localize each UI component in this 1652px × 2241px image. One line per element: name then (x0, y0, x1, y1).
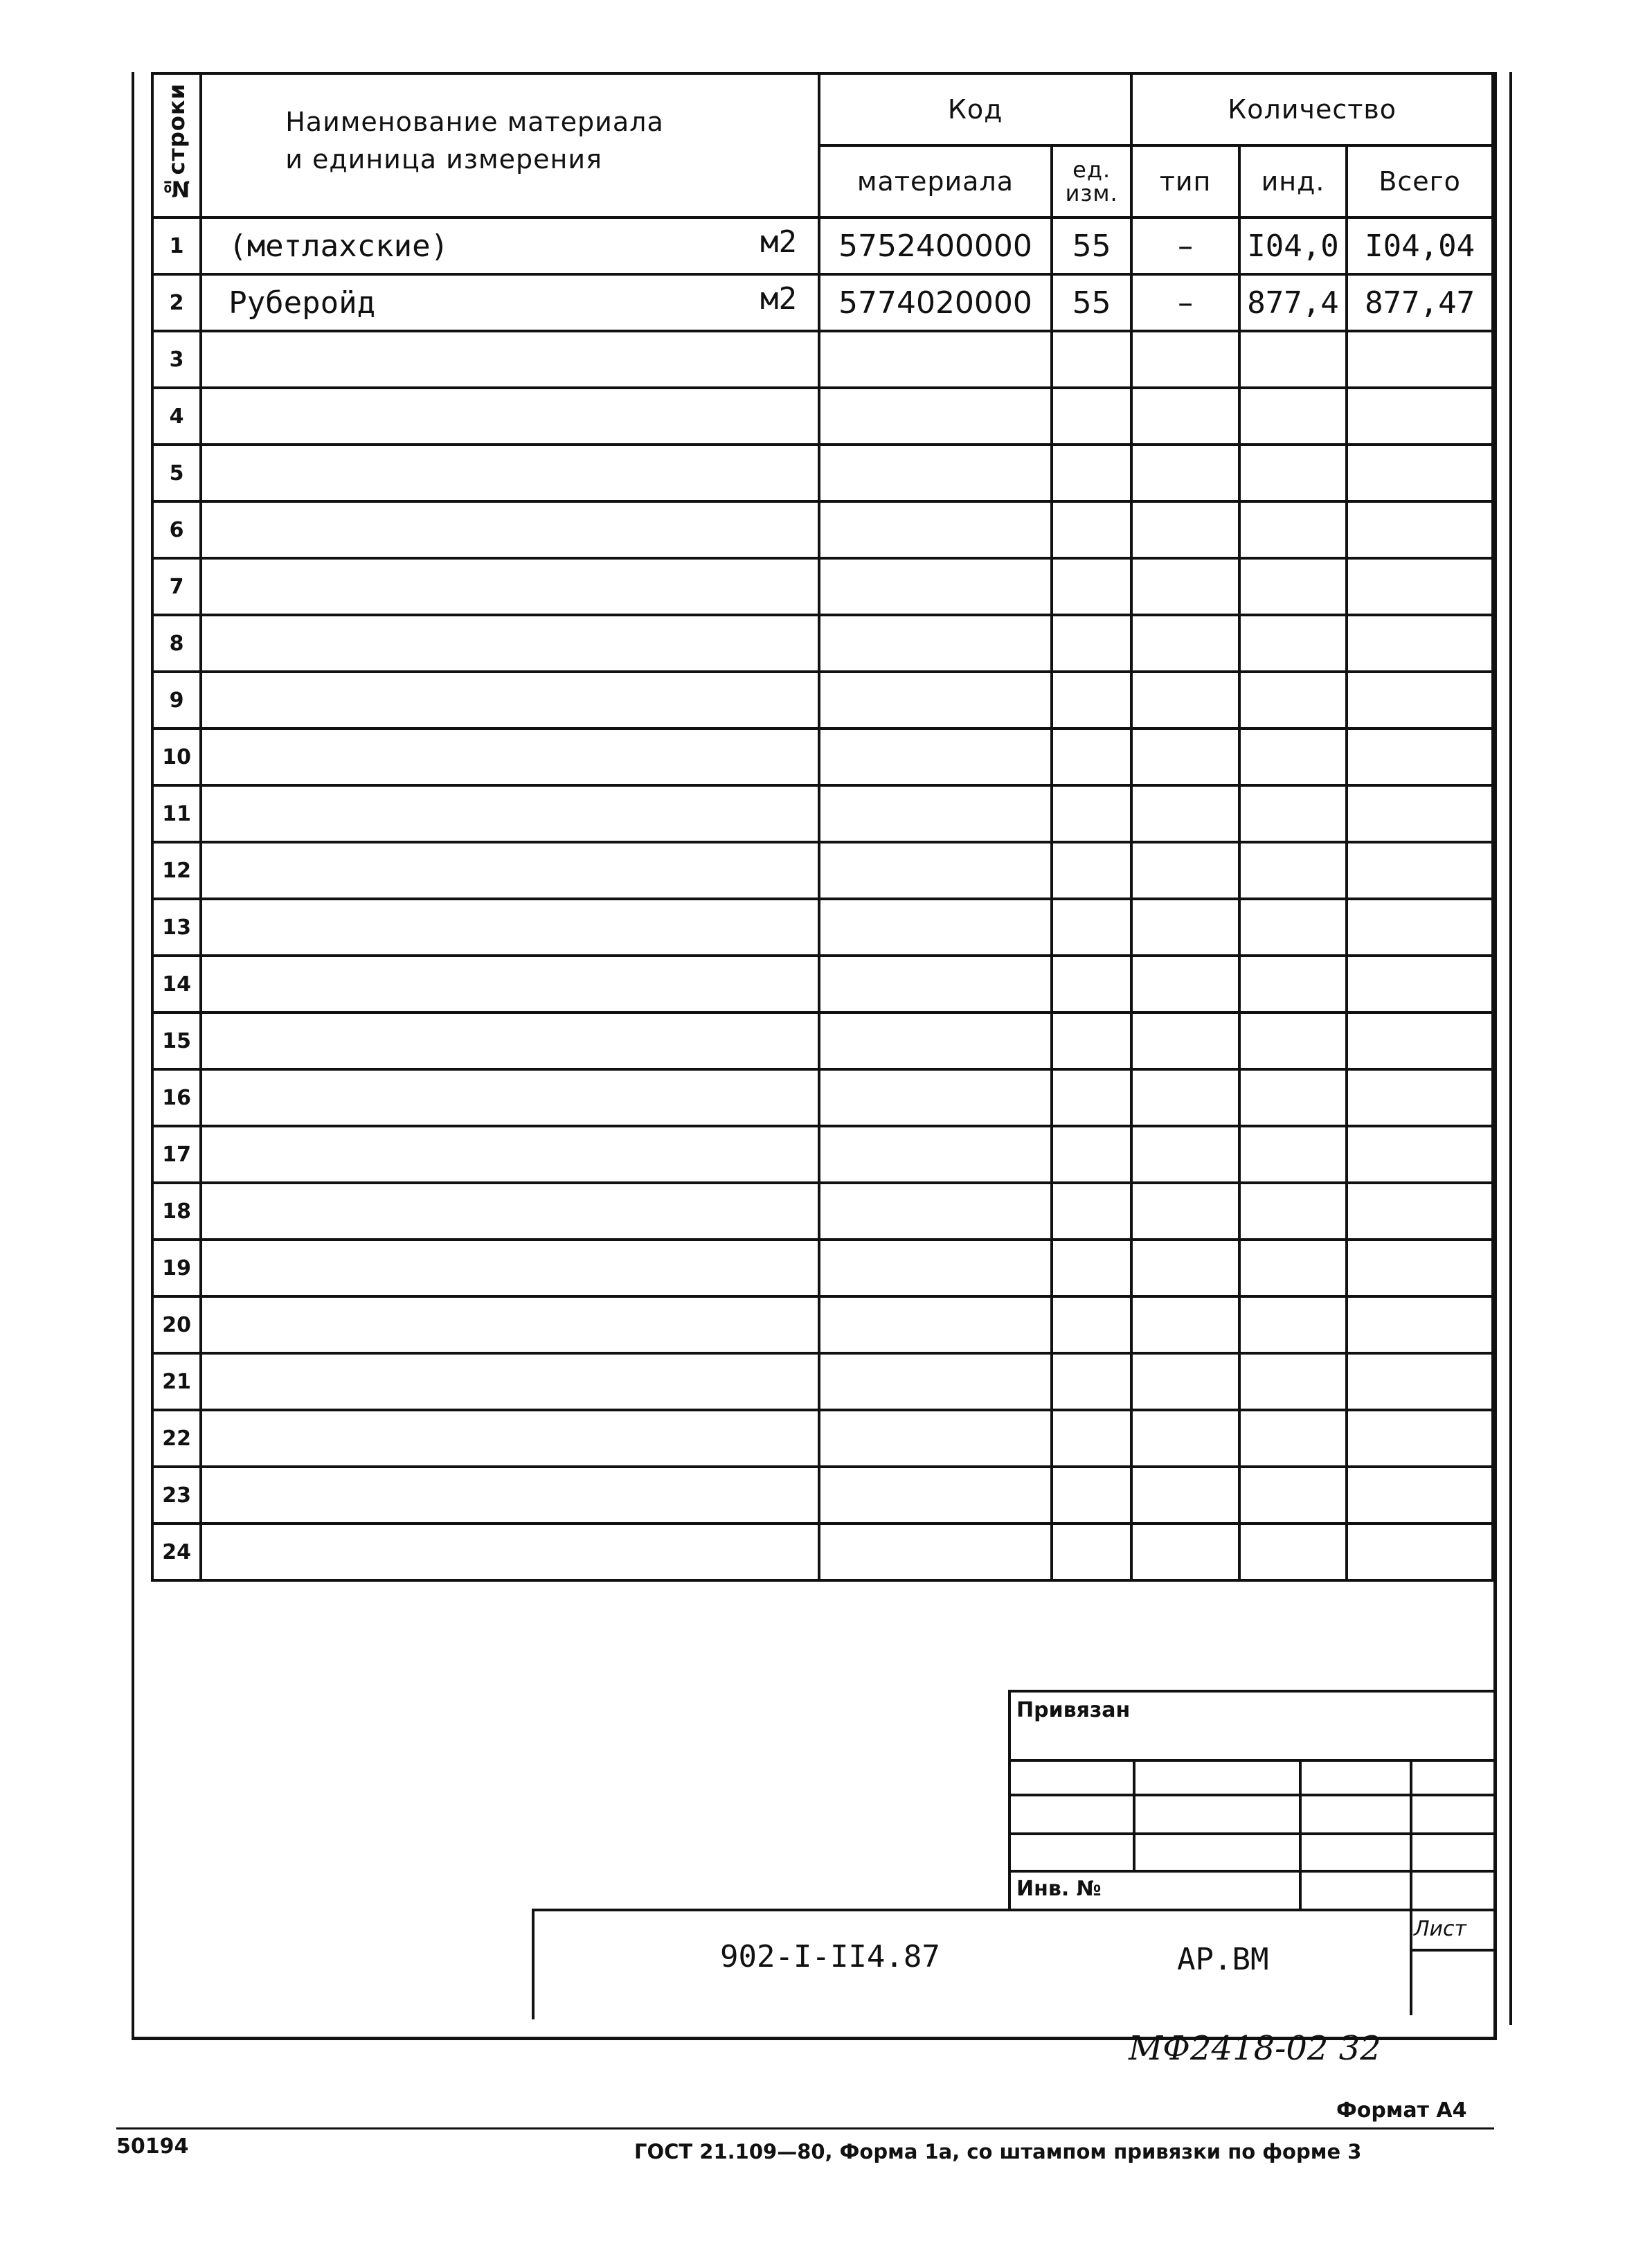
code-material-header: материала (819, 145, 1052, 217)
qty-ind (1239, 1467, 1347, 1524)
qty-total (1347, 1240, 1493, 1296)
material-code (819, 1069, 1052, 1126)
qty-ind (1239, 785, 1347, 842)
material-unit: м2 (760, 224, 797, 260)
qty-type (1131, 331, 1239, 388)
row-number: 21 (152, 1353, 201, 1410)
material-name-cell (201, 1012, 819, 1069)
row-number: 19 (152, 1240, 201, 1296)
qty-ind (1239, 1126, 1347, 1183)
material-code (819, 615, 1052, 672)
row-number: 1 (152, 217, 201, 274)
right-border-line (1509, 72, 1512, 2025)
material-code (819, 558, 1052, 615)
stamp-h4 (1008, 1870, 1494, 1873)
materials-table (151, 72, 1494, 1582)
row-number: 11 (152, 785, 201, 842)
table-row (152, 956, 1493, 1012)
qty-ind (1239, 1012, 1347, 1069)
qty-type (1131, 1012, 1239, 1069)
qty-total (1347, 1353, 1493, 1410)
qty-ind (1239, 615, 1347, 672)
unit-code (1052, 785, 1131, 842)
table-row (152, 1183, 1493, 1240)
table-row (152, 615, 1493, 672)
material-code (819, 1524, 1052, 1580)
table-row (152, 1467, 1493, 1524)
qty-total (1347, 1069, 1493, 1126)
material-name-header-line1: Наименование материала (285, 107, 664, 137)
qty-type (1131, 615, 1239, 672)
row-number-header (152, 73, 201, 217)
row-number: 23 (152, 1467, 201, 1524)
table-row (152, 899, 1493, 956)
qty-ind (1239, 1524, 1347, 1580)
material-name-cell (201, 1467, 819, 1524)
material-code (819, 729, 1052, 785)
material-name-cell (201, 1353, 819, 1410)
material-code (819, 388, 1052, 445)
footer-code: 50194 (116, 2134, 189, 2159)
table-row (152, 501, 1493, 558)
qty-ind (1239, 501, 1347, 558)
unit-code (1052, 1183, 1131, 1240)
material-code (819, 1126, 1052, 1183)
material-name-cell (201, 672, 819, 729)
row-number: 5 (152, 445, 201, 501)
sheet-label: Лист (1414, 1917, 1467, 1941)
qty-ind (1239, 1069, 1347, 1126)
material-name-header-line2: и единица измерения (285, 144, 602, 175)
qty-ind (1239, 672, 1347, 729)
qty-type: – (1131, 274, 1239, 331)
title-left-line (532, 1909, 535, 2019)
material-code (819, 899, 1052, 956)
footer-standard: ГОСТ 21.109—80, Форма 1а, со штампом привязки по форме 3 (634, 2140, 1362, 2163)
qty-total (1347, 501, 1493, 558)
material-name-cell (201, 956, 819, 1012)
material-name-cell (201, 615, 819, 672)
unit-code (1052, 842, 1131, 899)
material-code (819, 501, 1052, 558)
material-name-cell (201, 842, 819, 899)
material-name-cell (201, 217, 819, 274)
unit-code (1052, 445, 1131, 501)
material-code (819, 445, 1052, 501)
row-number: 13 (152, 899, 201, 956)
unit-code (1052, 501, 1131, 558)
table-row (152, 274, 1493, 331)
table-row (152, 1353, 1493, 1410)
qty-type (1131, 388, 1239, 445)
material-code (819, 1353, 1052, 1410)
table-row (152, 331, 1493, 388)
unit-code (1052, 672, 1131, 729)
material-name-cell (201, 501, 819, 558)
qty-type (1131, 956, 1239, 1012)
stamp-top-line (1008, 1690, 1494, 1693)
qty-total (1347, 331, 1493, 388)
qty-ind: I04,0 (1239, 217, 1347, 274)
qty-total (1347, 388, 1493, 445)
qty-ind (1239, 1183, 1347, 1240)
material-code (819, 785, 1052, 842)
row-number: 10 (152, 729, 201, 785)
qty-ind (1239, 899, 1347, 956)
unit-code (1052, 729, 1131, 785)
material-name: (метлахские) (228, 228, 449, 264)
qty-ind (1239, 1353, 1347, 1410)
unit-code: 55 (1052, 274, 1131, 331)
inv-number-label: Инв. № (1016, 1877, 1102, 1901)
stamp-v1 (1133, 1759, 1135, 1870)
material-name-cell (201, 1524, 819, 1580)
qty-ind (1239, 956, 1347, 1012)
unit-code (1052, 388, 1131, 445)
qty-ind (1239, 331, 1347, 388)
row-number: 14 (152, 956, 201, 1012)
table-row (152, 785, 1493, 842)
row-number: 24 (152, 1524, 201, 1580)
row-number-header-label: №строки (163, 82, 190, 202)
qty-total (1347, 1012, 1493, 1069)
row-number: 7 (152, 558, 201, 615)
row-number: 18 (152, 1183, 201, 1240)
qty-total: I04,04 (1347, 217, 1493, 274)
qty-ind: 877,4 (1239, 274, 1347, 331)
qty-total-header: Всего (1347, 145, 1493, 217)
qty-ind (1239, 558, 1347, 615)
material-name-cell (201, 331, 819, 388)
material-code: 5752400000 (819, 217, 1052, 274)
qty-type: – (1131, 217, 1239, 274)
material-code (819, 1296, 1052, 1353)
material-code (819, 1240, 1052, 1296)
qty-total (1347, 1126, 1493, 1183)
row-number: 17 (152, 1126, 201, 1183)
qty-ind (1239, 1296, 1347, 1353)
qty-total (1347, 1410, 1493, 1467)
unit-code (1052, 1353, 1131, 1410)
row-number: 2 (152, 274, 201, 331)
stamp-v3 (1410, 1759, 1412, 2015)
row-number: 6 (152, 501, 201, 558)
qty-type (1131, 899, 1239, 956)
qty-total (1347, 615, 1493, 672)
material-name-cell (201, 1126, 819, 1183)
material-name-cell (201, 1240, 819, 1296)
qty-type (1131, 1069, 1239, 1126)
unit-code (1052, 1240, 1131, 1296)
material-code (819, 956, 1052, 1012)
handwritten-note: МФ2418-02 32 (1129, 2029, 1381, 2068)
qty-ind (1239, 729, 1347, 785)
qty-type (1131, 1126, 1239, 1183)
material-name-cell (201, 729, 819, 785)
material-code (819, 331, 1052, 388)
row-number: 4 (152, 388, 201, 445)
quantity-group-header: Количество (1131, 73, 1493, 145)
table-row (152, 1069, 1493, 1126)
qty-type (1131, 729, 1239, 785)
attached-label: Привязан (1016, 1698, 1131, 1722)
title-sheet-divider (1410, 1949, 1494, 1952)
row-number: 16 (152, 1069, 201, 1126)
row-number: 15 (152, 1012, 201, 1069)
footer-line (116, 2127, 1494, 2130)
material-code (819, 1410, 1052, 1467)
table-row (152, 1240, 1493, 1296)
qty-ind (1239, 1240, 1347, 1296)
qty-total (1347, 672, 1493, 729)
material-code: 5774020000 (819, 274, 1052, 331)
table-row (152, 217, 1493, 274)
table-row (152, 1012, 1493, 1069)
material-code (819, 842, 1052, 899)
qty-total (1347, 558, 1493, 615)
document-number: 902-I-II4.87 (720, 1939, 940, 1974)
material-code (819, 1183, 1052, 1240)
qty-total (1347, 1524, 1493, 1580)
qty-type (1131, 445, 1239, 501)
qty-type (1131, 1467, 1239, 1524)
table-row (152, 445, 1493, 501)
qty-total (1347, 899, 1493, 956)
table-row (152, 1410, 1493, 1467)
table-header-row (152, 73, 1493, 145)
material-name-cell (201, 1296, 819, 1353)
unit-code (1052, 899, 1131, 956)
row-number: 9 (152, 672, 201, 729)
qty-type (1131, 785, 1239, 842)
material-name-cell (201, 899, 819, 956)
unit-code (1052, 615, 1131, 672)
qty-type (1131, 1183, 1239, 1240)
table-row (152, 558, 1493, 615)
qty-type (1131, 501, 1239, 558)
qty-type (1131, 1524, 1239, 1580)
qty-total (1347, 729, 1493, 785)
qty-type (1131, 1410, 1239, 1467)
table-row (152, 672, 1493, 729)
unit-code (1052, 1126, 1131, 1183)
qty-ind (1239, 445, 1347, 501)
qty-ind (1239, 842, 1347, 899)
qty-total (1347, 1296, 1493, 1353)
material-name-cell (201, 1183, 819, 1240)
material-name-cell (201, 274, 819, 331)
qty-type (1131, 672, 1239, 729)
material-name-cell (201, 785, 819, 842)
material-code (819, 1012, 1052, 1069)
qty-type-header: тип (1131, 145, 1239, 217)
material-name-cell (201, 388, 819, 445)
code-unit-header-label: ед. изм. (1065, 157, 1118, 206)
unit-code (1052, 1524, 1131, 1580)
format-label: Формат А4 (1336, 2098, 1467, 2123)
qty-total (1347, 842, 1493, 899)
qty-type (1131, 1240, 1239, 1296)
unit-code (1052, 1296, 1131, 1353)
row-number: 22 (152, 1410, 201, 1467)
stamp-h1 (1008, 1759, 1494, 1762)
material-name-cell (201, 1069, 819, 1126)
material-name: Рубероӥд (228, 285, 376, 321)
stamp-h2 (1008, 1794, 1494, 1796)
qty-type (1131, 1296, 1239, 1353)
qty-type (1131, 1353, 1239, 1410)
table-row (152, 1524, 1493, 1580)
qty-ind (1239, 388, 1347, 445)
material-name-cell (201, 445, 819, 501)
code-group-header: Код (819, 73, 1131, 145)
material-code (819, 1467, 1052, 1524)
unit-code (1052, 1012, 1131, 1069)
table-row (152, 729, 1493, 785)
material-name-header (201, 73, 819, 217)
qty-type (1131, 558, 1239, 615)
stamp-h3 (1008, 1832, 1494, 1835)
table-body (152, 217, 1493, 1580)
qty-total (1347, 785, 1493, 842)
row-number: 3 (152, 331, 201, 388)
unit-code: 55 (1052, 217, 1131, 274)
unit-code (1052, 1069, 1131, 1126)
unit-code (1052, 558, 1131, 615)
material-name-cell (201, 1410, 819, 1467)
table-row (152, 1126, 1493, 1183)
qty-type (1131, 842, 1239, 899)
row-number: 20 (152, 1296, 201, 1353)
unit-code (1052, 1410, 1131, 1467)
unit-code (1052, 1467, 1131, 1524)
stamp-left-line (1008, 1690, 1011, 1911)
unit-code (1052, 331, 1131, 388)
qty-ind (1239, 1410, 1347, 1467)
qty-total (1347, 445, 1493, 501)
title-top-line (532, 1909, 1494, 1911)
table-row (152, 842, 1493, 899)
qty-total (1347, 1183, 1493, 1240)
stamp-v2 (1299, 1759, 1302, 1911)
code-unit-header (1052, 145, 1131, 217)
document-code: АР.ВМ (1177, 1942, 1269, 1977)
qty-ind-header: инд. (1239, 145, 1347, 217)
qty-total (1347, 1467, 1493, 1524)
table-row (152, 1296, 1493, 1353)
row-number: 12 (152, 842, 201, 899)
unit-code (1052, 956, 1131, 1012)
qty-total: 877,47 (1347, 274, 1493, 331)
material-name-cell (201, 558, 819, 615)
table-row (152, 388, 1493, 445)
row-number: 8 (152, 615, 201, 672)
qty-total (1347, 956, 1493, 1012)
material-unit: м2 (760, 281, 797, 316)
material-code (819, 672, 1052, 729)
